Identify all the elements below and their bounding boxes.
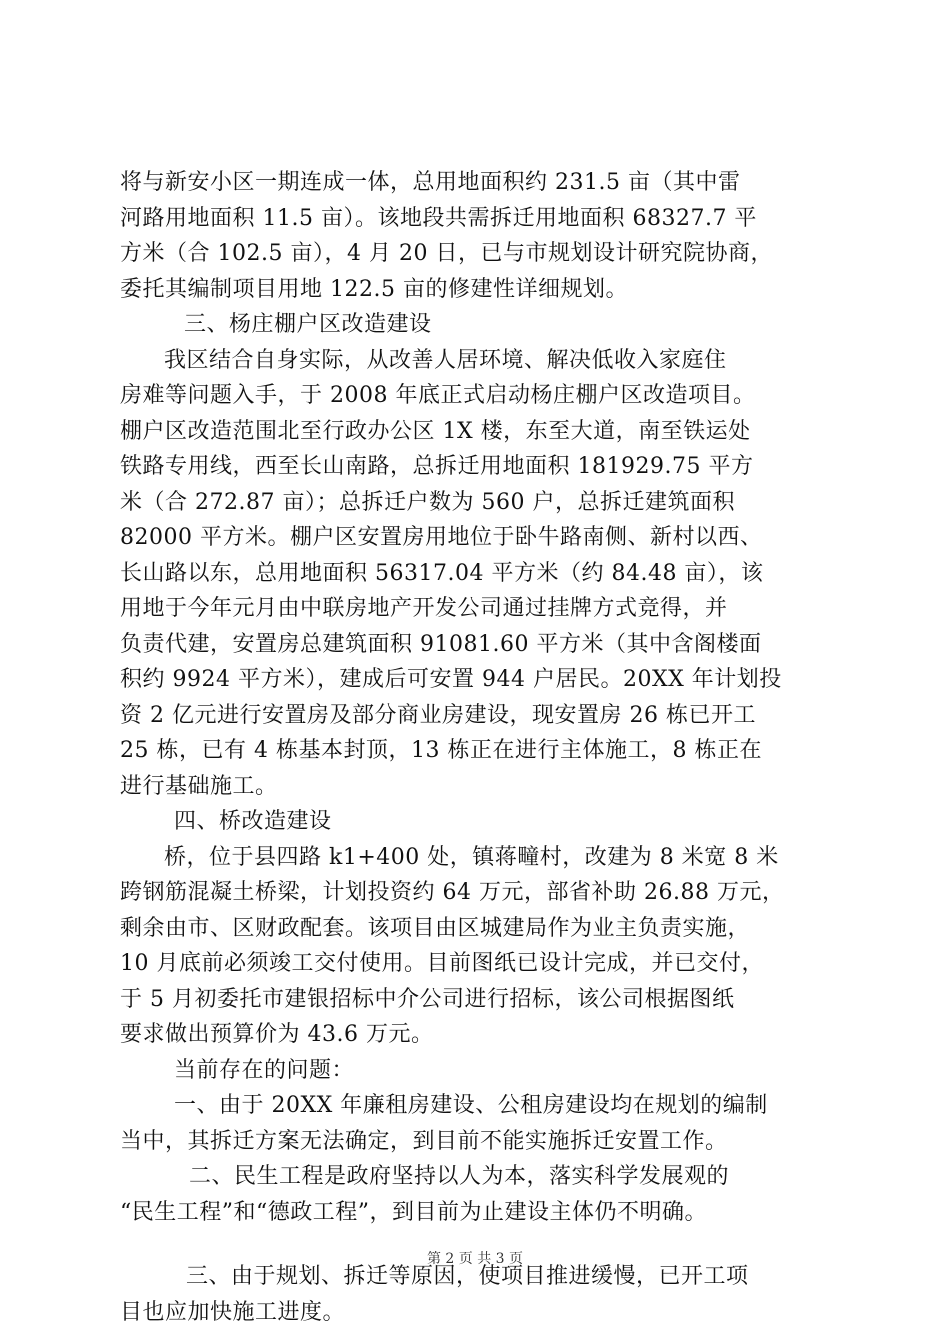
text-line: 10 月底前必须竣工交付使用。目前图纸已设计完成，并已交付，	[120, 951, 764, 976]
text-line: 跨钢筋混凝土桥梁，计划投资约 64 万元，部省补助 26.88 万元，	[120, 880, 785, 905]
text-line: 积约 9924 平方米），建成后可安置 944 户居民。20XX 年计划投	[120, 667, 782, 692]
page-footer: 第 2 页 共 3 页	[426, 1251, 524, 1267]
section-heading: 三、杨庄棚户区改造建设	[184, 312, 432, 337]
text-line: 我区结合自身实际，从改善人居环境、解决低收入家庭住	[164, 348, 727, 373]
section-heading: 四、桥改造建设	[174, 809, 332, 834]
text-line: 方米（合 102.5 亩），4 月 20 日，已与市规划设计研究院协商，	[120, 241, 773, 266]
text-line: 负责代建，安置房总建筑面积 91081.60 平方米（其中含阁楼面	[120, 632, 762, 657]
text-line: 一、由于 20XX 年廉租房建设、公租房建设均在规划的编制	[174, 1093, 768, 1118]
text-line: 河路用地面积 11.5 亩）。该地段共需拆迁用地面积 68327.7 平	[120, 206, 757, 231]
text-line: 于 5 月初委托市建银招标中介公司进行招标，该公司根据图纸	[120, 987, 735, 1012]
text-line: 82000 平方米。棚户区安置房用地位于卧牛路南侧、新村以西、	[120, 525, 763, 550]
text-line: 目也应加快施工进度。	[120, 1300, 346, 1325]
section-heading: 当前存在的问题：	[174, 1058, 355, 1083]
text-line: 当中，其拆迁方案无法确定，到目前不能实施拆迁安置工作。	[120, 1129, 728, 1154]
text-line: 二、民生工程是政府坚持以人为本，落实科学发展观的	[189, 1164, 730, 1189]
text-line: 25 栋，已有 4 栋基本封顶，13 栋正在进行主体施工，8 栋正在	[120, 738, 762, 763]
text-line: 用地于今年元月由中联房地产开发公司通过挂牌方式竞得，并	[120, 596, 728, 621]
text-line: 房难等问题入手，于 2008 年底正式启动杨庄棚户区改造项目。	[120, 383, 756, 408]
text-line: 三、由于规划、拆迁等原因，使项目推进缓慢，已开工项	[186, 1264, 749, 1289]
text-line: 将与新安小区一期连成一体，总用地面积约 231.5 亩（其中雷	[120, 170, 741, 195]
text-line: 要求做出预算价为 43.6 万元。	[120, 1022, 434, 1047]
text-line: 桥，位于县四路 k1+400 处，镇蒋疃村，改建为 8 米宽 8 米	[164, 845, 779, 870]
text-line: 进行基础施工。	[120, 774, 278, 799]
text-line: 棚户区改造范围北至行政办公区 1X 楼，东至大道，南至铁运处	[120, 419, 751, 444]
text-line: 委托其编制项目用地 122.5 亩的修建性详细规划。	[120, 277, 628, 302]
text-line: “民生工程”和“德政工程”，到目前为止建设主体仍不明确。	[120, 1200, 707, 1225]
text-line: 长山路以东，总用地面积 56317.04 平方米（约 84.48 亩），该	[120, 561, 764, 586]
text-line: 资 2 亿元进行安置房及部分商业房建设，现安置房 26 栋已开工	[120, 703, 756, 728]
text-line: 米（合 272.87 亩）；总拆迁户数为 560 户，总拆迁建筑面积	[120, 490, 735, 515]
text-line: 铁路专用线，西至长山南路，总拆迁用地面积 181929.75 平方	[120, 454, 754, 479]
text-line: 剩余由市、区财政配套。该项目由区城建局作为业主负责实施，	[120, 916, 751, 941]
